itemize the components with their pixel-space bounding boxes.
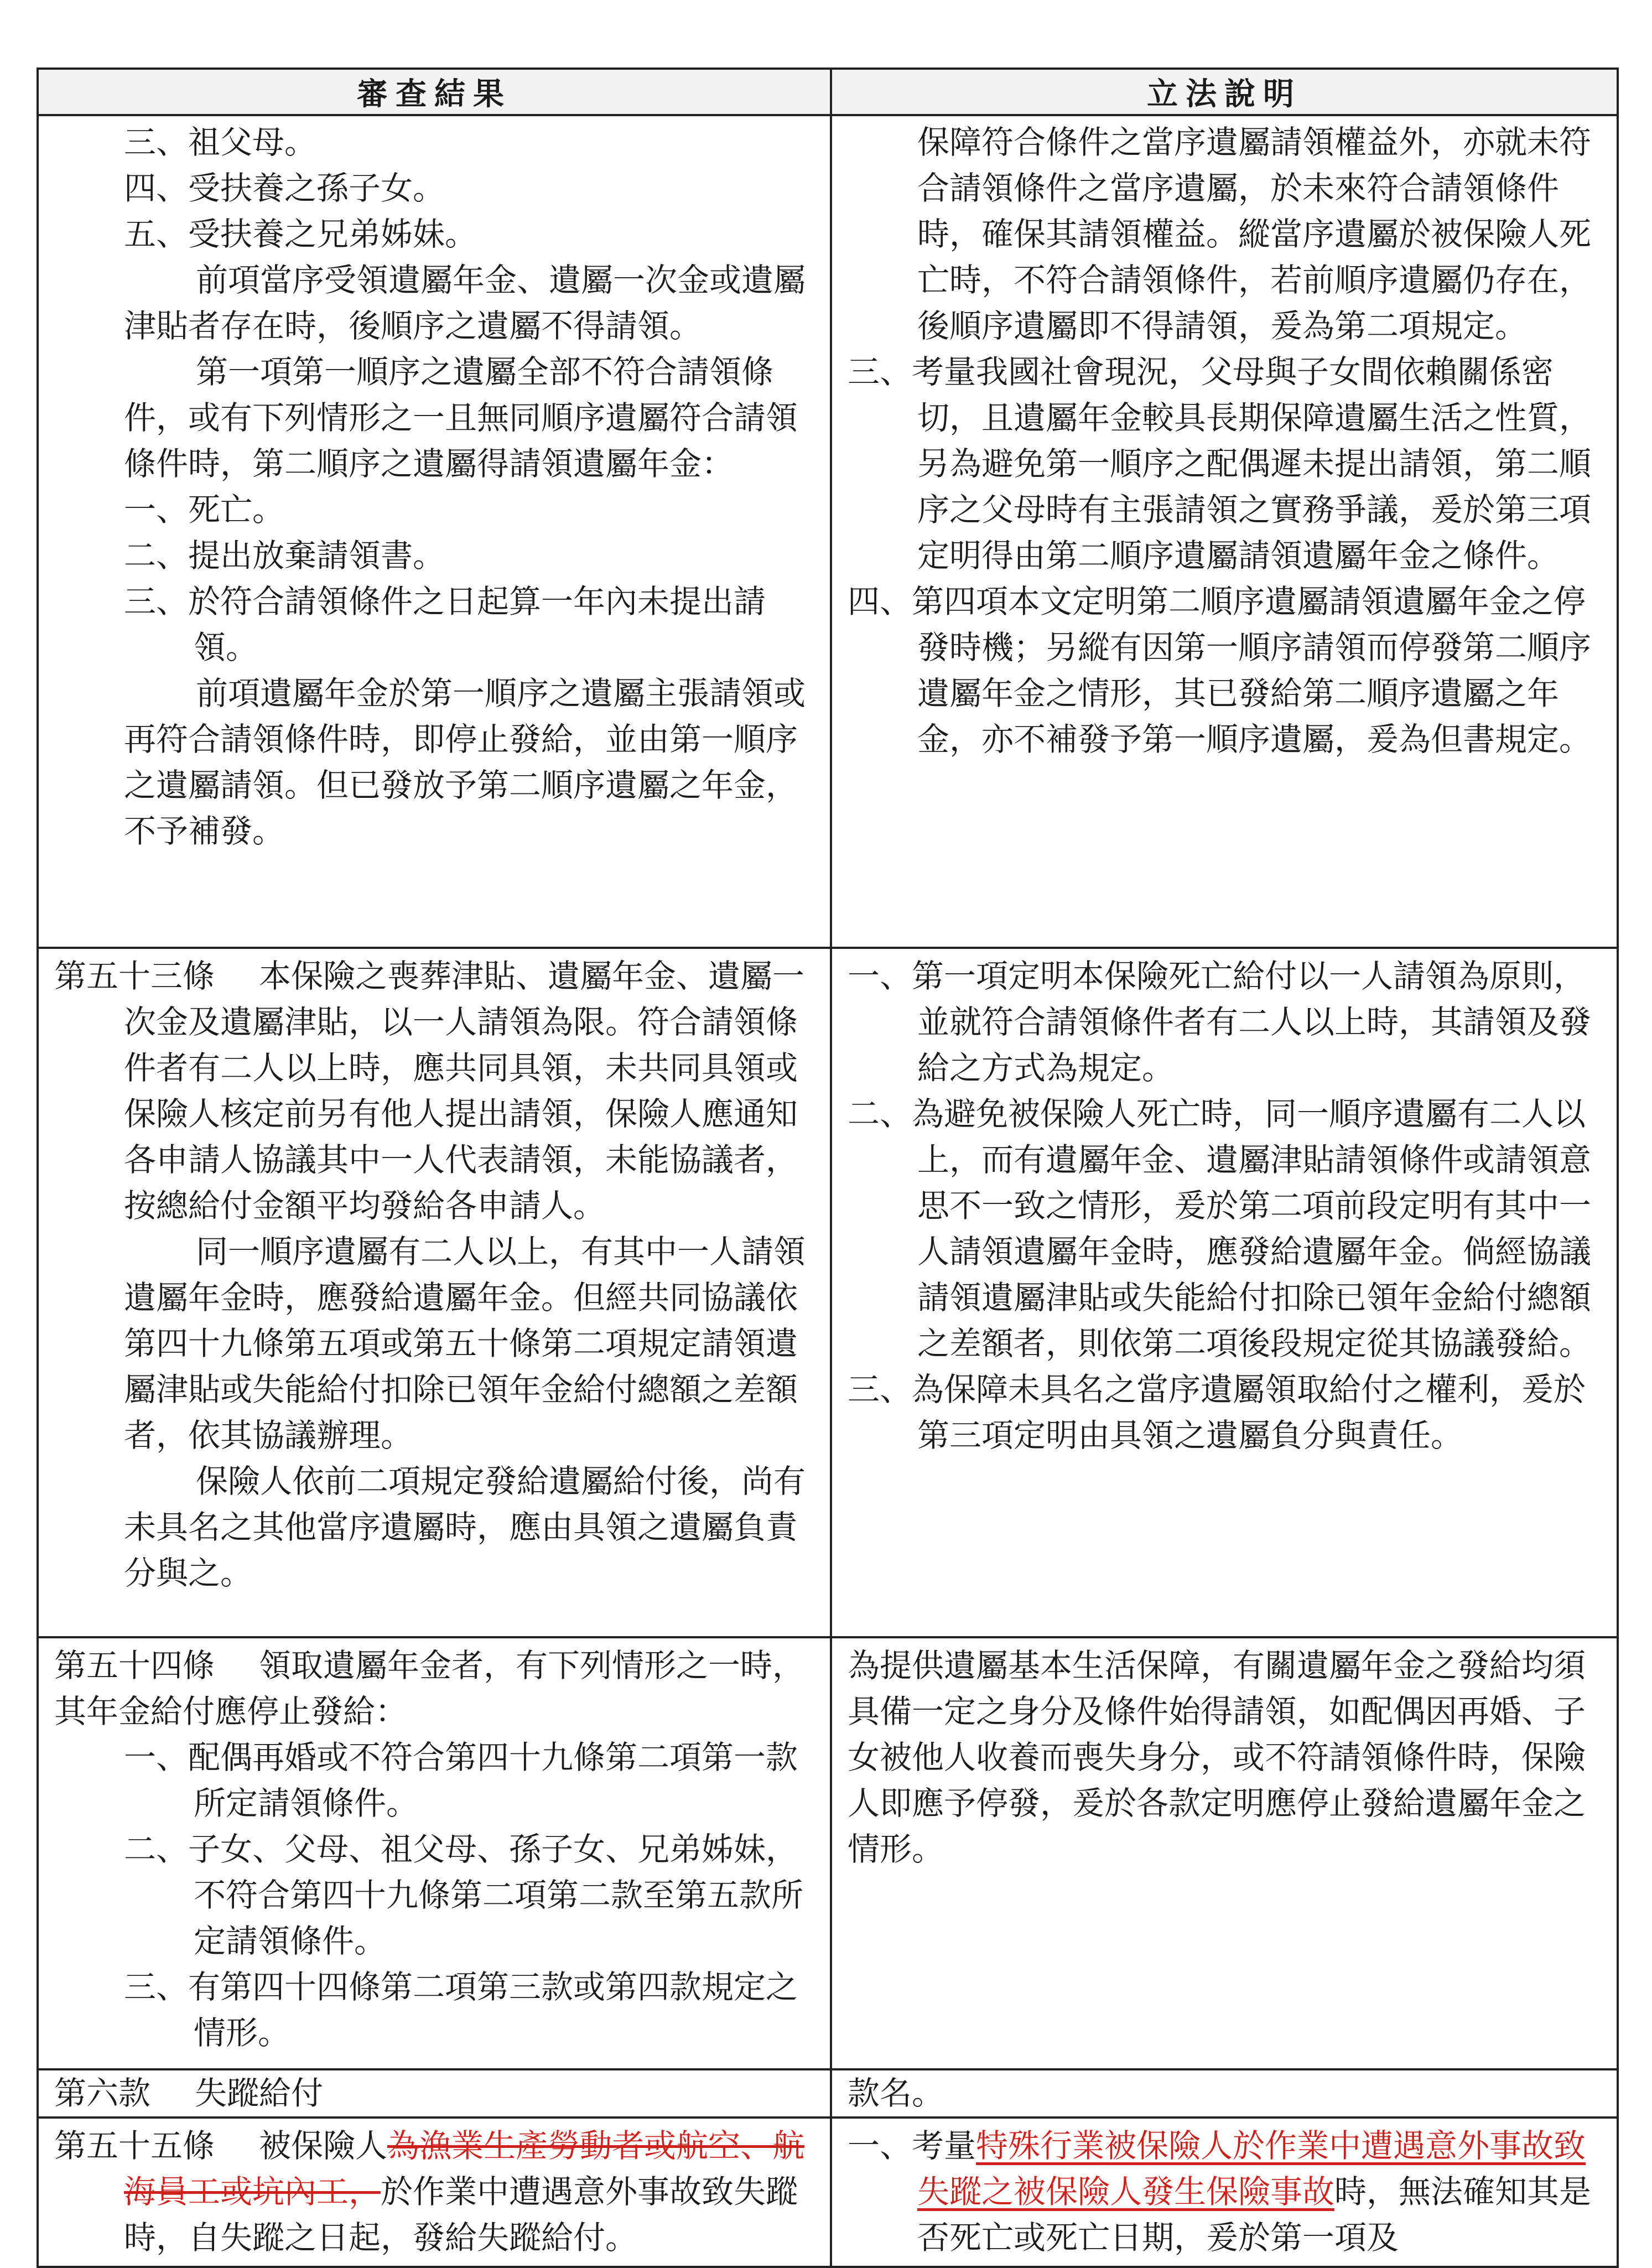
list-item: 二、子女、父母、祖父母、孫子女、兄弟姊妹，不符合第四十九條第二項第二款至第五款所定請領條件。	[124, 1830, 804, 1960]
comparison-table	[37, 68, 1619, 2268]
paragraph: 保障符合條件之當序遺屬請領權益外，亦就未符合請領條件之當序遺屬，於未來符合請領條件時，確保其請領權益。縱當序遺屬於被保險人死亡時，不符合請領條件，若前順序遺屬仍存在，後順序遺屬即不得請領，爰為第二項規定。	[917, 123, 1592, 345]
review-cell	[38, 2069, 831, 2118]
list-item	[848, 2123, 1600, 2261]
explanation-cell	[831, 2069, 1618, 2118]
section-number: 第六款	[54, 2074, 151, 2112]
list-item: 二、提出放棄請領書。	[124, 537, 445, 574]
table-row	[38, 115, 1618, 948]
article-number: 第五十四條	[54, 1647, 215, 1684]
review-cell	[38, 948, 831, 1637]
explanation-cell	[831, 115, 1618, 948]
paragraph: 款名。	[848, 2074, 944, 2112]
table-header-row	[38, 69, 1618, 115]
paragraph: 保險人依前二項規定發給遺屬給付後，尚有未具名之其他當序遺屬時，應由具領之遺屬負責分與之。	[124, 1462, 806, 1592]
header-legislative-explanation: 立法說明	[831, 69, 1618, 115]
article-text: 領取遺屬年金者，有下列情形之一時，其年金給付應停止發給：	[54, 1647, 805, 1730]
article-text: 本保險之喪葬津貼、遺屬年金、遺屬一次金及遺屬津貼，以一人請領為限。符合請領條件者有二人以上時，應共同具領，未共同具領或保險人核定前另有他人提出請領，保險人應通知各申請人協議其中一人代表請領，未能協議者，按總給付金額平均發給各申請人。	[124, 957, 805, 1224]
article-text: 被保險人	[259, 2127, 388, 2165]
list-item: 三、於符合請領條件之日起算一年內未提出請領。	[124, 583, 766, 666]
explanation-cell	[831, 1637, 1618, 2069]
item-text: 時，無法確知其是否死亡或死亡日期，爰於第一項及	[917, 2173, 1592, 2256]
list-item: 三、為保障未具名之當序遺屬領取給付之權利，爰於第三項定明由具領之遺屬負分與責任。	[848, 1371, 1586, 1454]
article-53-para-1	[54, 953, 813, 1229]
deleted-text: 之被保險人發生保險事故	[981, 2173, 1335, 2210]
article-number: 第五十三條	[54, 957, 215, 995]
table-row	[38, 2069, 1618, 2118]
table-row	[38, 2118, 1618, 2267]
paragraph: 前項當序受領遺屬年金、遺屬一次金或遺屬津貼者存在時，後順序之遺屬不得請領。	[124, 261, 806, 345]
inserted-text: 被保險人於作業中遭遇意外事故致失蹤	[917, 2127, 1586, 2210]
item-number: 一、	[848, 2127, 912, 2165]
deleted-text: 特殊行業	[976, 2127, 1105, 2165]
section-heading	[54, 2070, 813, 2116]
paragraph: 第一項第一順序之遺屬全部不符合請領條件，或有下列情形之一且無同順序遺屬符合請領條件時，第二順序之遺屬得請領遺屬年金：	[124, 353, 798, 482]
paragraph: 前項遺屬年金於第一順序之遺屬主張請領或再符合請領條件時，即停止發給，並由第一順序之遺屬請領。但已發放予第二順序遺屬之年金，不予補發。	[124, 674, 806, 850]
article-54-intro	[54, 1643, 813, 1735]
list-item: 一、死亡。	[124, 491, 285, 528]
explanation-cell	[831, 2118, 1618, 2267]
explanation-cell	[831, 948, 1618, 1637]
article-number: 第五十五條	[54, 2127, 215, 2165]
list-item: 三、祖父母。	[124, 123, 317, 161]
article-text: 於作業中遭遇意外事故致失蹤時，自失蹤之日起，發給失蹤給付。	[124, 2173, 798, 2256]
comparison-table-page	[37, 68, 1617, 2256]
review-cell	[38, 1637, 831, 2069]
header-review-result: 審查結果	[38, 69, 831, 115]
paragraph: 為提供遺屬基本生活保障，有關遺屬年金之發給均須具備一定之身分及條件始得請領，如配偶因再婚、子女被他人收養而喪失身分，或不符請領條件時，保險人即應予停發，爰於各款定明應停止發給遺屬年金之情形。	[848, 1647, 1586, 1868]
article-55-text	[54, 2123, 813, 2261]
list-item: 一、第一項定明本保險死亡給付以一人請領為原則，並就符合請領條件者有二人以上時，其請領及發給之方式為規定。	[848, 957, 1592, 1087]
table-row	[38, 1637, 1618, 2069]
list-item: 三、考量我國社會現況，父母與子女間依賴關係密切，且遺屬年金較具長期保障遺屬生活之性質，另為避免第一順序之配偶遲未提出請領，第二順序之父母時有主張請領之實務爭議，爰於第三項定明得由第二順序遺屬請領遺屬年金之條件。	[848, 353, 1592, 574]
list-item: 五、受扶養之兄弟姊妹。	[124, 215, 477, 253]
list-item: 一、配偶再婚或不符合第四十九條第二項第一款所定請領條件。	[124, 1738, 798, 1822]
section-title: 失蹤給付	[195, 2074, 324, 2112]
paragraph: 同一順序遺屬有二人以上，有其中一人請領遺屬年金時，應發給遺屬年金。但經共同協議依第四十九條第五項或第五十條第二項規定請領遺屬津貼或失能給付扣除已領年金給付總額之差額者，依其協議辦理。	[124, 1233, 806, 1454]
list-item: 四、第四項本文定明第二順序遺屬請領遺屬年金之停發時機；另縱有因第一順序請領而停發第二順序遺屬年金之情形，其已發給第二順序遺屬之年金，亦不補發予第一順序遺屬，爰為但書規定。	[848, 583, 1592, 758]
review-cell	[38, 115, 831, 948]
list-item: 二、為避免被保險人死亡時，同一順序遺屬有二人以上，而有遺屬年金、遺屬津貼請領條件或請領意思不一致之情形，爰於第二項前段定明有其中一人請領遺屬年金時，應發給遺屬年金。倘經協議請領遺屬津貼或失能給付扣除已領年金給付總額之差額者，則依第二項後段規定從其協議發給。	[848, 1095, 1592, 1362]
item-text: 考量	[912, 2127, 976, 2165]
list-item: 三、有第四十四條第二項第三款或第四款規定之情形。	[124, 1968, 798, 2052]
table-row	[38, 948, 1618, 1637]
deleted-text: 為漁業生產勞動者或航空、航海員工或坑內工，	[124, 2127, 805, 2210]
list-item: 四、受扶養之孫子女。	[124, 169, 445, 207]
review-cell	[38, 2118, 831, 2267]
